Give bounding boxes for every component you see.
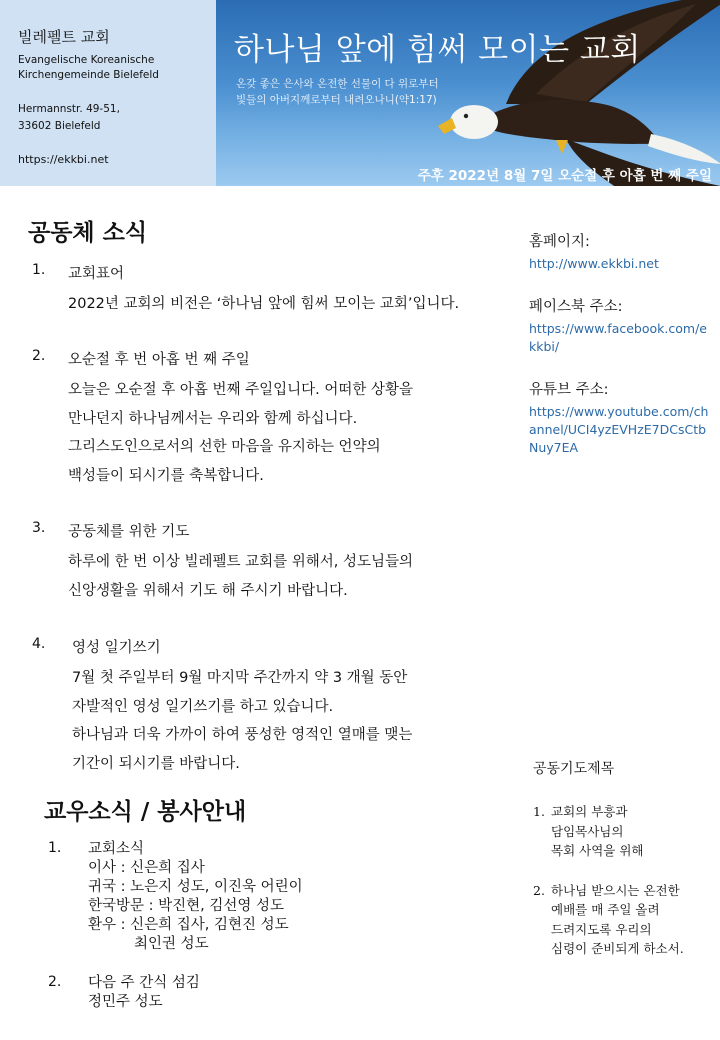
member-news-number: 1. <box>48 840 62 856</box>
news-item-number: 2. <box>32 348 46 364</box>
facebook-label: 페이스북 주소: <box>529 299 623 315</box>
news-item-title: 오순절 후 번 아홉 번 째 주일 <box>68 352 250 368</box>
prayer-topics-title: 공동기도제목 <box>533 761 615 777</box>
youtube-link-group <box>529 378 714 457</box>
community-news-title: 공동체 소식 <box>28 220 148 246</box>
prayer-item-2 <box>533 881 718 959</box>
news-item-title: 영성 일기쓰기 <box>72 640 161 656</box>
banner-title: 하나님 앞에 힘써 모이는 교회 <box>234 32 641 68</box>
news-item-line: 7월 첫 주일부터 9월 마지막 주간까지 약 3 개월 동안 <box>72 670 408 686</box>
church-address-city: 33602 Bielefeld <box>18 120 101 132</box>
member-news-line: 이사 : 신은희 집사 <box>88 860 205 876</box>
youtube-label: 유튜브 주소: <box>529 382 609 398</box>
news-item-line: 2022년 교회의 비전은 ‘하나님 앞에 힘써 모이는 교회’입니다. <box>68 296 460 312</box>
news-item-number: 1. <box>32 262 46 278</box>
news-item-number: 3. <box>32 520 46 536</box>
youtube-link[interactable]: https://www.youtube.com/channel/UCI4yzEVHzE7DCsCtbNuy7EA <box>529 404 709 455</box>
news-item-body <box>72 664 412 778</box>
links-column <box>529 230 714 479</box>
news-item-body <box>68 376 413 490</box>
news-item-title: 공동체를 위한 기도 <box>68 524 190 540</box>
homepage-label: 홈페이지: <box>529 234 590 250</box>
facebook-link-group <box>529 295 714 356</box>
member-news-title: 교우소식 / 봉사안내 <box>44 799 247 825</box>
member-news-line: 정민주 성도 <box>88 994 163 1010</box>
bulletin-header <box>0 0 720 186</box>
prayer-item-number: 1. <box>533 804 545 819</box>
church-name-german-line-2: Kirchengemeinde Bielefeld <box>18 69 159 81</box>
service-date: 주후 2022년 8월 7일 오순절 후 아홉 번 째 주일 <box>417 168 712 184</box>
prayer-item-number: 2. <box>533 882 545 898</box>
member-news-line: 최인권 성도 <box>134 936 209 952</box>
member-news-item-2 <box>88 974 200 1012</box>
news-item-line: 기간이 되시기를 바랍니다. <box>72 755 240 772</box>
church-name: 빌레펠트 교회 <box>18 28 110 46</box>
member-news-line: 환우 : 신은희 집사, 김현진 성도 <box>88 917 289 933</box>
news-item-line: 그리스도인으로서의 선한 마음을 유지하는 언약의 <box>68 439 381 455</box>
news-item-line: 오늘은 오순절 후 아홉 번째 주일입니다. 어떠한 상황을 <box>68 382 414 398</box>
prayer-item-line: 드려지도록 우리의 <box>551 921 652 937</box>
homepage-link-group <box>529 230 714 273</box>
news-item-body <box>68 548 413 605</box>
prayer-item-line: 목회 사역을 위해 <box>551 843 644 858</box>
member-news-line: 다음 주 간식 섬김 <box>88 975 200 991</box>
member-news-line: 귀국 : 노은지 성도, 이진욱 어린이 <box>88 879 303 895</box>
prayer-topics <box>533 758 718 979</box>
banner-verse-line-2: 빛들의 아버지께로부터 내려오나니(약1:17) <box>236 94 437 106</box>
eagle-banner <box>216 0 720 186</box>
news-item-title: 교회표어 <box>68 266 125 282</box>
prayer-item-line: 하나님 받으시는 온전한 <box>551 882 680 898</box>
news-item-line: 하나님과 더욱 가까이 하여 풍성한 영적인 열매를 맺는 <box>72 727 413 743</box>
banner-verse-line-1: 온갖 좋은 은사와 온전한 선물이 다 위로부터 <box>236 78 439 90</box>
church-info-box <box>0 0 216 186</box>
prayer-item-1 <box>533 802 718 861</box>
prayer-item-line: 교회의 부흥과 <box>551 804 628 819</box>
news-item-number: 4. <box>32 636 46 652</box>
homepage-link[interactable]: http://www.ekkbi.net <box>529 256 659 271</box>
prayer-item-line: 예배를 매 주일 올려 <box>551 902 660 917</box>
news-item-line: 자발적인 영성 일기쓰기를 하고 있습니다. <box>72 698 334 715</box>
news-item-line: 신앙생활을 위해서 기도 해 주시기 바랍니다. <box>68 582 348 599</box>
member-news-number: 2. <box>48 974 62 990</box>
prayer-item-line: 심령이 준비되게 하소서. <box>551 941 684 956</box>
church-address <box>18 101 216 135</box>
member-news-item-1 <box>88 840 303 954</box>
facebook-link[interactable]: https://www.facebook.com/ekkbi/ <box>529 321 707 354</box>
prayer-item-line: 담임목사님의 <box>551 823 624 839</box>
news-item-line: 만나던지 하나님께서는 우리와 함께 하십니다. <box>68 410 358 427</box>
banner-verse <box>236 76 439 108</box>
church-address-street: Hermannstr. 49-51, <box>18 103 120 115</box>
member-news-line: 한국방문 : 박진현, 김선영 성도 <box>88 898 285 914</box>
news-item-body <box>68 290 459 319</box>
member-news-line: 교회소식 <box>88 841 145 857</box>
news-item-line: 하루에 한 번 이상 빌레펠트 교회를 위해서, 성도님들의 <box>68 554 414 570</box>
church-website-link[interactable]: https://ekkbi.net <box>18 153 109 166</box>
news-item-line: 백성들이 되시기를 축복합니다. <box>68 467 264 484</box>
church-name-german-line-1: Evangelische Koreanische <box>18 54 155 66</box>
